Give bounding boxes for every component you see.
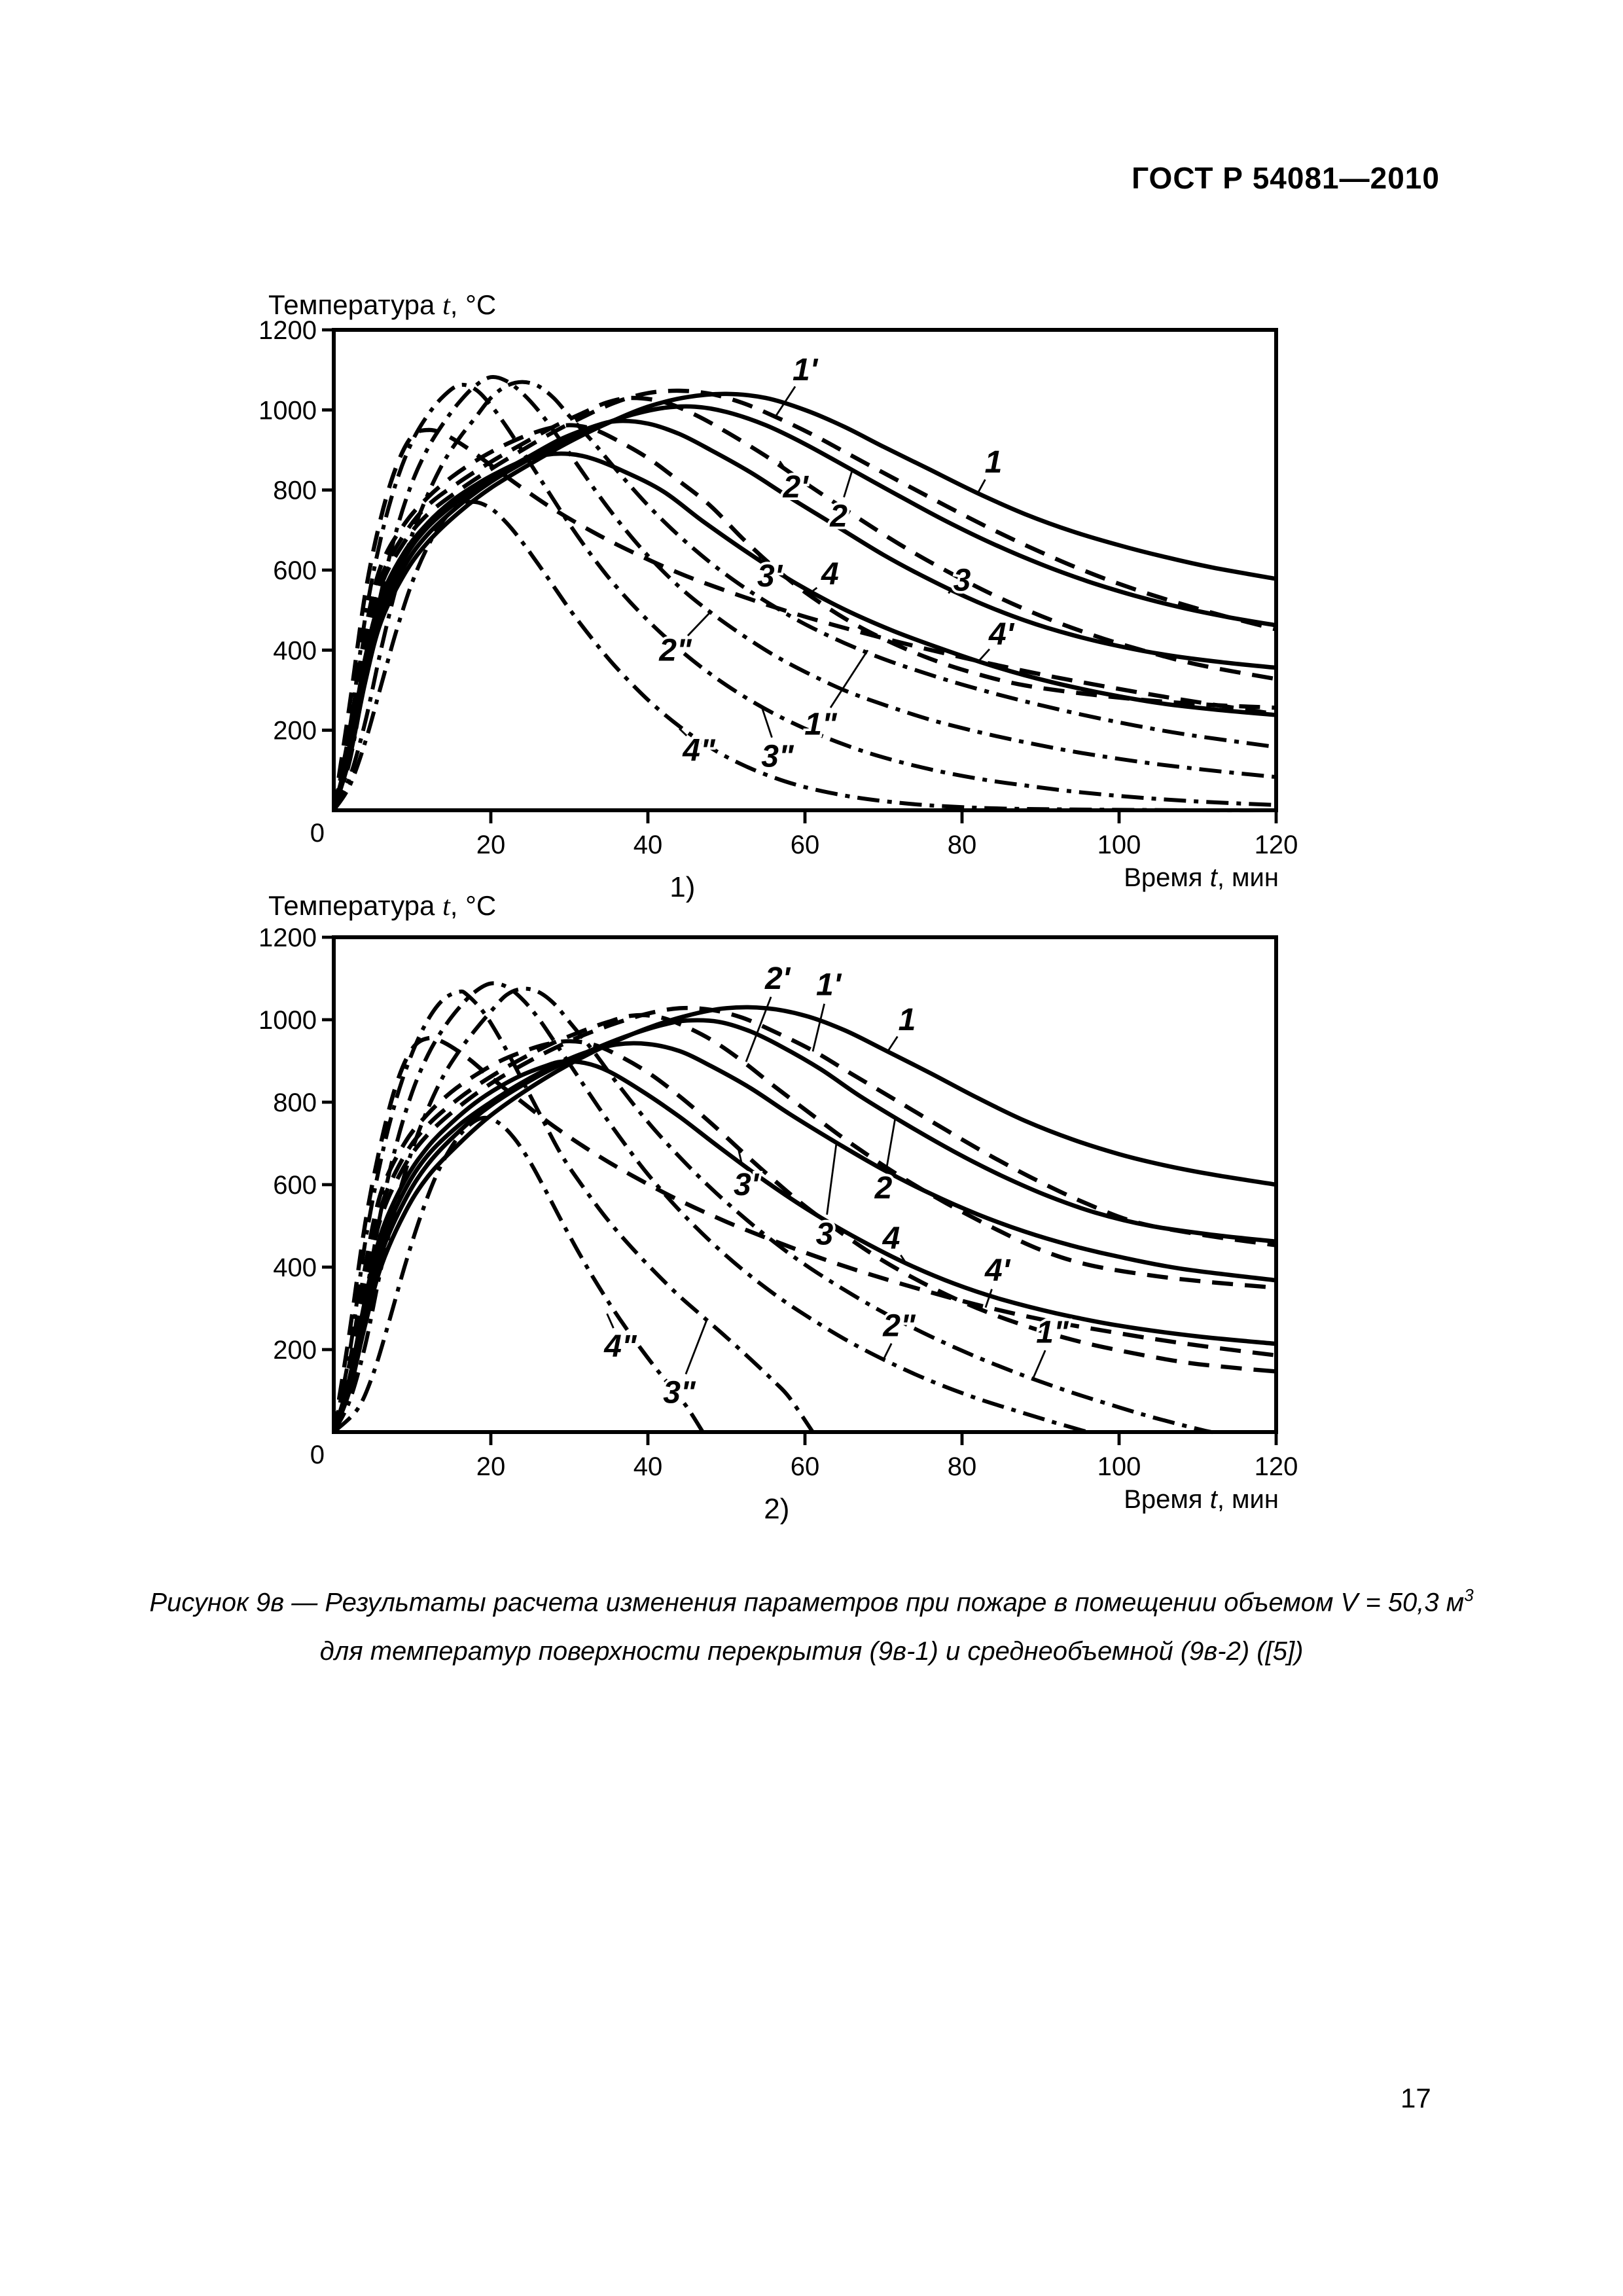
caption-line-2: для температур поверхности перекрытия (9в-1) и среднеобъемной (9в-2) ([5]) — [319, 1637, 1304, 1666]
curves-group — [334, 983, 1276, 1432]
caption-text-1: Рисунок 9в — Результаты расчета изменения параметров при пожаре в помещении объемом V = 50,3 м — [149, 1588, 1465, 1618]
curve-label: 2 — [830, 499, 847, 534]
label-leader — [978, 480, 985, 493]
chart-sublabel: 1) — [669, 871, 696, 903]
y-tick-label: 1200 — [259, 316, 317, 345]
curve-label: 1' — [815, 967, 842, 1003]
x-axis-label: Время t, мин — [1124, 1485, 1279, 1514]
x-tick-label: 60 — [790, 1452, 820, 1481]
label-leader — [844, 471, 852, 497]
x-tick-label: 120 — [1254, 1452, 1298, 1481]
curve-1 — [334, 1007, 1276, 1432]
y-label-text: Температура — [268, 891, 443, 922]
x-tick-label: 80 — [947, 1452, 977, 1481]
y-tick-label: 1000 — [259, 1006, 317, 1035]
curve-label: 2" — [883, 1308, 916, 1344]
page-number: 17 — [1400, 2084, 1431, 2114]
curve-4p — [334, 1118, 703, 1432]
curve-label: 1" — [804, 707, 837, 742]
curve-2 — [334, 1020, 1276, 1432]
chart-1-canvas — [257, 266, 1382, 914]
curve-label: 2 — [874, 1171, 893, 1206]
curve-label: 4 — [821, 557, 839, 592]
curve-1p — [334, 1008, 1276, 1432]
label-leader — [827, 1143, 836, 1215]
y-tick-label: 1000 — [259, 396, 317, 425]
label-leader — [883, 1344, 891, 1359]
y-label-variable: t — [442, 289, 450, 321]
x-tick-label: 60 — [790, 831, 820, 859]
curve-label: 4' — [984, 1253, 1010, 1289]
x-tick-label: 20 — [476, 1452, 506, 1481]
curve-label: 3 — [953, 563, 971, 598]
x-tick-label: 100 — [1097, 1452, 1141, 1481]
label-leader — [887, 1118, 895, 1169]
curve-label: 4 — [882, 1221, 901, 1256]
x-tick-label: 100 — [1097, 831, 1141, 859]
y-tick-label: 200 — [273, 716, 317, 745]
y-tick-label: 200 — [273, 1336, 317, 1365]
label-leader — [813, 588, 817, 591]
y-tick-label: 600 — [273, 556, 317, 585]
y-label-variable: t — [442, 890, 450, 922]
y-tick-label: 800 — [273, 1088, 317, 1117]
figure-caption — [79, 1571, 1544, 1676]
curve-label: 3 — [815, 1217, 834, 1252]
y-tick-label: 1200 — [259, 924, 317, 952]
x-tick-label: 40 — [633, 831, 663, 859]
label-leader — [1033, 1350, 1045, 1379]
caption-superscript: 3 — [1464, 1585, 1474, 1605]
x-axis-label: Время t, мин — [1124, 863, 1279, 892]
curve-4p — [334, 1038, 1276, 1432]
y-label-text: Температура — [268, 291, 443, 321]
curve-1p — [334, 391, 1276, 810]
curve-label: 1 — [984, 444, 1003, 480]
y-tick-label: 400 — [273, 636, 317, 666]
label-leader — [887, 1037, 897, 1052]
curve-label: 3' — [757, 559, 783, 594]
x-tick-label: 80 — [947, 831, 977, 859]
origin-label: 0 — [310, 1441, 325, 1469]
caption-line-1 — [79, 1571, 1544, 1628]
curve-label: 1 — [898, 1003, 916, 1037]
standard-header: ГОСТ Р 54081—2010 — [1132, 161, 1440, 195]
label-leader — [607, 1314, 614, 1328]
y-label-units: , °С — [450, 291, 497, 321]
y-tick-label: 800 — [273, 476, 317, 505]
curve-label: 3" — [761, 739, 794, 774]
y-tick-label: 600 — [273, 1171, 317, 1200]
curve-label: 3" — [663, 1375, 696, 1410]
chart-2-canvas — [257, 873, 1382, 1534]
curve-label: 2" — [659, 633, 692, 668]
label-leader — [813, 1004, 825, 1052]
curve-label: 4" — [683, 733, 715, 768]
curve-label: 4' — [988, 617, 1014, 652]
curve-2 — [334, 406, 1276, 810]
x-tick-label: 120 — [1254, 831, 1298, 859]
curve-label: 1" — [1036, 1315, 1069, 1350]
chart-1-surface-temperature — [257, 266, 1382, 920]
curve-label: 2' — [783, 469, 808, 505]
label-leader — [688, 612, 711, 636]
y-label-units: , °С — [450, 891, 497, 922]
curve-label: 4" — [604, 1329, 637, 1364]
label-leader — [830, 650, 868, 708]
curve-3p — [334, 1041, 1276, 1432]
y-tick-label: 400 — [273, 1253, 317, 1282]
chart-2-volume-temperature — [257, 873, 1382, 1541]
x-tick-label: 20 — [476, 831, 506, 859]
curve-1 — [334, 394, 1276, 810]
curve-label: 1' — [792, 353, 818, 388]
curves-group — [334, 377, 1276, 810]
origin-label: 0 — [310, 819, 325, 848]
label-leader — [978, 649, 990, 662]
curve-label: 3' — [733, 1168, 759, 1202]
axis-frame — [334, 937, 1276, 1432]
curve-2p — [334, 983, 1088, 1432]
curve-label: 2' — [764, 961, 791, 996]
label-leader — [686, 1320, 707, 1374]
x-tick-label: 40 — [633, 1452, 663, 1481]
chart-sublabel: 2) — [764, 1493, 790, 1525]
